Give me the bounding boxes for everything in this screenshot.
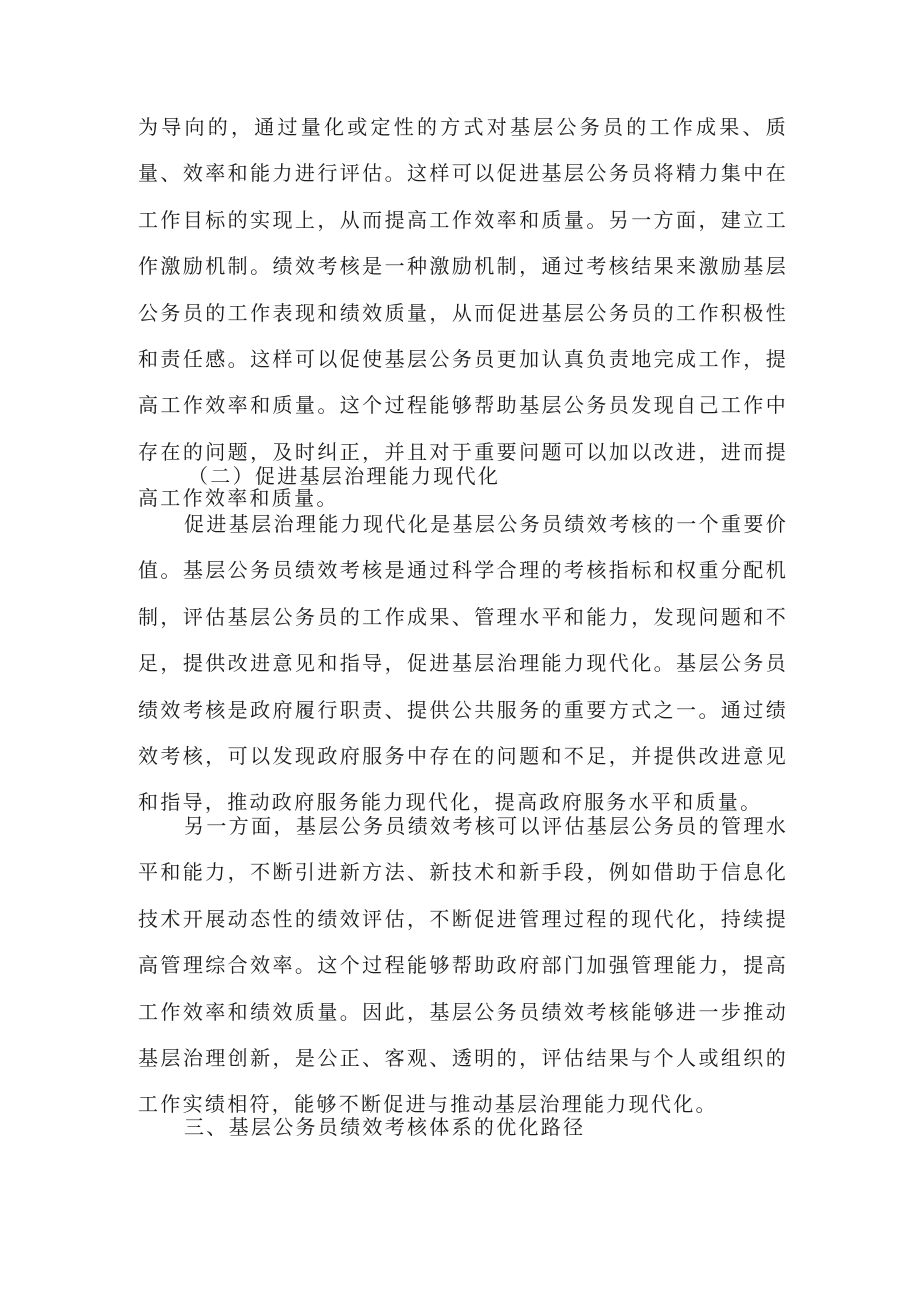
text-block-5 (138, 1104, 788, 1150)
paragraph-body: 促进基层治理能力现代化是基层公务员绩效考核的一个重要价值。基层公务员绩效考核是通过科学合理的考核指标和权重分配机制，评估基层公务员的工作成果、管理水平和能力，发现问题和不足，提供改进意见和指导，促进基层治理能力现代化。基层公务员绩效考核是政府履行职责、提供公共服务的重要方式之一。通过绩效考核，可以发现政府服务中存在的问题和不足，并提供改进意见和指导，推动政府服务能力现代化，提高政府服务水平和质量。 (138, 512, 788, 815)
section-subheading: （二）促进基层治理能力现代化 (188, 464, 501, 488)
text-block-4 (138, 803, 788, 1128)
paragraph-body: 另一方面，基层公务员绩效考核可以评估基层公务员的管理水平和能力，不断引进新方法、新技术和新手段，例如借助于信息化技术开展动态性的绩效评估，不断促进管理过程的现代化，持续提高管理综合效率。这个过程能够帮助政府部门加强管理能力，提高工作效率和绩效质量。因此，基层公务员绩效考核能够进一步推动基层治理创新，是公正、客观、透明的，评估结果与个人或组织的工作实绩相符，能够不断促进与推动基层治理能力现代化。 (138, 814, 788, 1117)
section-heading: 三、基层公务员绩效考核体系的优化路径 (184, 1115, 586, 1139)
text-block-2 (138, 453, 788, 499)
paragraph-continuation: 为导向的，通过量化或定性的方式对基层公务员的工作成果、质量、效率和能力进行评估。这样可以促进基层公务员将精力集中在工作目标的实现上，从而提高工作效率和质量。另一方面，建立工作激励机制。绩效考核是一种激励机制，通过考核结果来激励基层公务员的工作表现和绩效质量，从而促进基层公务员的工作积极性和责任感。这样可以促使基层公务员更加认真负责地完成工作，提高工作效率和质量。这个过程能够帮助基层公务员发现自己工作中存在的问题，及时纠正，并且对于重要问题可以加以改进，进而提高工作效率和质量。 (138, 115, 788, 511)
text-block-3 (138, 501, 788, 826)
